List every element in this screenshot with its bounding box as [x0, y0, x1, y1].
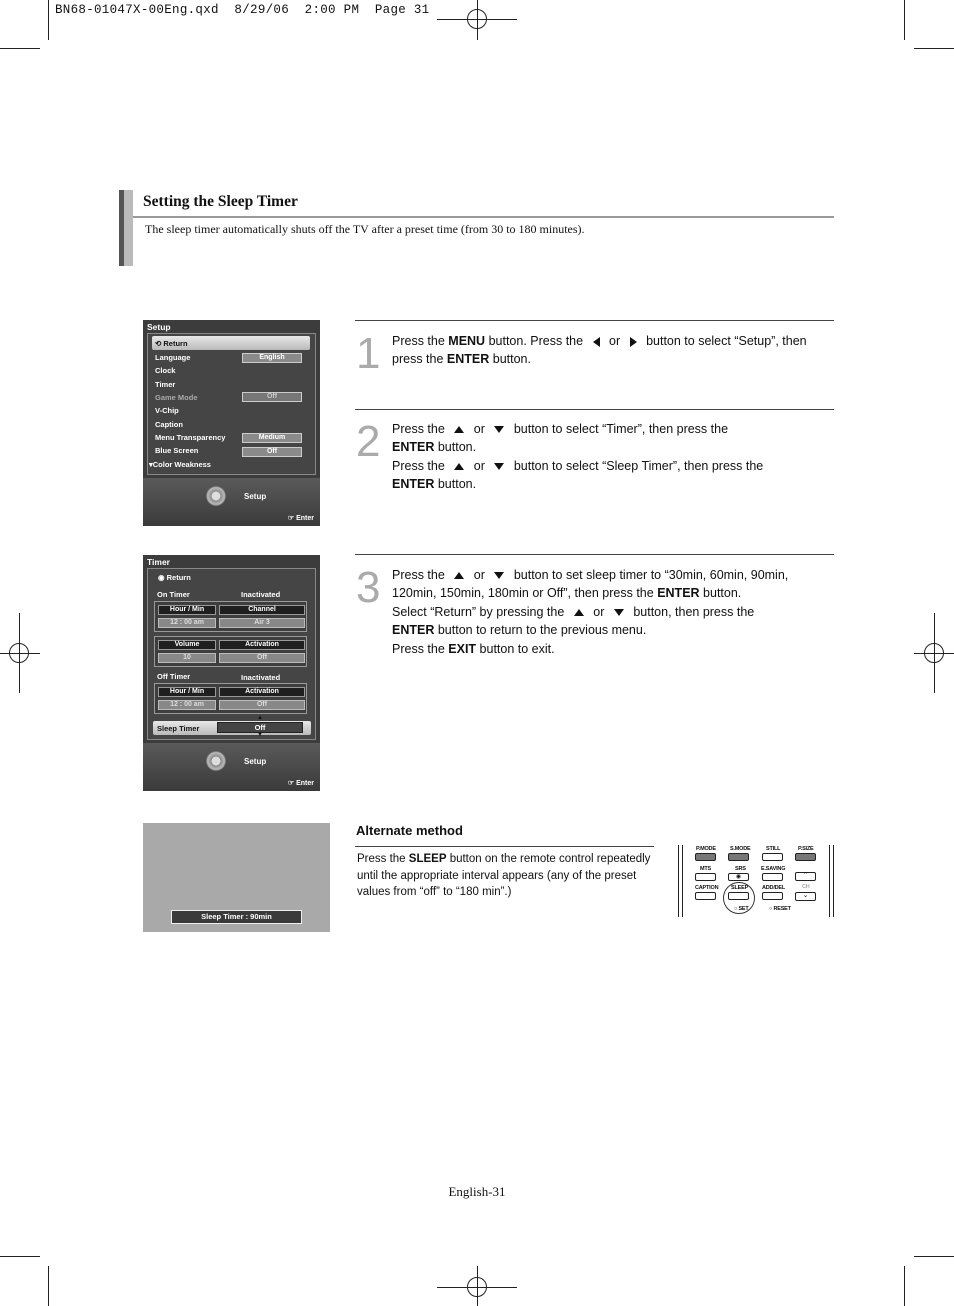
crop-mark: [0, 48, 40, 49]
menu-item-value: Off: [242, 447, 302, 457]
menu-item: Clock: [155, 366, 176, 375]
off-activation-value: Off: [219, 700, 305, 710]
menu-item: V-Chip: [155, 406, 179, 415]
setup-menu-title: Setup: [147, 322, 171, 332]
menu-item: Caption: [155, 420, 183, 429]
menu-item: Game Mode: [155, 393, 198, 402]
down-arrow-icon: [494, 463, 504, 470]
adddel-button[interactable]: [762, 892, 783, 900]
menu-item: Menu Transparency: [155, 433, 226, 442]
remote-control-illustration: [678, 845, 834, 917]
hour-min-header: Hour / Min: [158, 605, 216, 615]
ch-up-button[interactable]: ⌃: [795, 872, 816, 881]
volume-header: Volume: [158, 640, 216, 650]
step-number: 2: [356, 417, 381, 466]
alternate-method-text: Press the SLEEP button on the remote control repeatedly until the appropriate interval appears (any of the preset values from “off” to “180 min”.): [357, 853, 651, 899]
timer-return-item: ◉ Return: [158, 573, 191, 582]
channel-header: Channel: [219, 605, 305, 615]
pmode-label: P.MODE: [696, 846, 716, 852]
menu-item: Timer: [155, 380, 176, 389]
on-time-value: 12 : 00 am: [158, 618, 216, 628]
off-timer-label: Off Timer: [157, 672, 191, 681]
section-title: Setting the Sleep Timer: [143, 193, 298, 210]
adddel-label: ADD/DEL: [762, 885, 786, 891]
mts-label: MTS: [700, 866, 712, 872]
down-arrow-icon: ▼: [257, 732, 263, 738]
setup-return-item: ⟲ Return: [155, 339, 188, 348]
setup-menu-screen: [143, 320, 320, 526]
left-arrow-icon: [593, 337, 600, 347]
crop-mark: [904, 0, 905, 40]
esaving-button[interactable]: [762, 873, 783, 881]
psize-button[interactable]: [795, 853, 816, 861]
sleep-timer-osd: Sleep Timer : 90min: [171, 910, 302, 924]
up-arrow-icon: ▲: [257, 715, 263, 721]
pmode-button[interactable]: [695, 853, 716, 861]
up-arrow-icon: [454, 463, 464, 470]
menu-item: Language: [155, 353, 191, 362]
menu-item: Blue Screen: [155, 446, 199, 455]
timer-menu-footer: [143, 743, 320, 791]
crop-mark: [904, 1266, 905, 1306]
step-3-text: Press the or button to set sleep timer to “30min, 60min, 90min, 120min, 150min, 180min or Off”, then press the ENTER button. Select “Return” by pressing the or button, then press the ENTER button to return to the previous menu. Press the EXIT button to exit.: [392, 568, 789, 656]
off-timer-box: [154, 683, 307, 714]
volume-box: [154, 636, 307, 667]
up-arrow-icon: [574, 609, 584, 616]
section-title-bar: [119, 190, 133, 266]
caption-label: CAPTION: [695, 885, 719, 891]
timer-menu-title: Timer: [147, 557, 170, 567]
psize-label: P.SIZE: [798, 846, 814, 852]
gear-icon: [206, 486, 226, 506]
section-intro: The sleep timer automatically shuts off the TV after a preset time (from 30 to 180 minutes).: [145, 222, 585, 236]
footer-enter-label: ☞ Enter: [287, 515, 314, 522]
file-header: BN68-01047X-00Eng.qxd 8/29/06 2:00 PM Page 31: [55, 3, 430, 17]
smode-button[interactable]: [728, 853, 749, 861]
alternate-method-title: Alternate method: [356, 823, 463, 838]
crop-mark: [48, 0, 49, 40]
esaving-label: E.SAVING: [761, 866, 786, 872]
down-arrow-icon: [614, 609, 624, 616]
title-divider: [133, 216, 834, 218]
footer-setup-label: Setup: [244, 492, 267, 501]
up-arrow-icon: [454, 426, 464, 433]
reset-label: ○ RESET: [769, 906, 791, 912]
caption-button[interactable]: [695, 892, 716, 900]
still-button[interactable]: [762, 853, 783, 861]
on-timer-status: Inactivated: [241, 590, 281, 599]
menu-item: ▾Color Weakness: [149, 460, 211, 469]
sleep-timer-label: Sleep Timer: [157, 724, 200, 733]
on-timer-label: On Timer: [157, 590, 190, 599]
step-number: 3: [356, 563, 381, 612]
channel-value: Air 3: [219, 618, 305, 628]
crop-mark: [914, 1256, 954, 1257]
activation-value: Off: [219, 653, 305, 663]
menu-item-value: Medium: [242, 433, 302, 443]
step-divider: [355, 409, 834, 410]
right-arrow-icon: [630, 337, 637, 347]
sleep-label: SLEEP: [731, 885, 749, 891]
crop-mark: [914, 48, 954, 49]
set-label: ○ SET: [734, 906, 749, 912]
up-arrow-icon: [454, 572, 464, 579]
step-1-text: Press the MENU button. Press the or button to select “Setup”, then press the ENTER button.: [392, 334, 807, 367]
step-divider: [355, 320, 834, 321]
ch-label: CH: [802, 884, 810, 890]
step-divider: [355, 554, 834, 555]
activation-header: Activation: [219, 687, 305, 697]
timer-menu-screen: [143, 555, 320, 791]
down-arrow-icon: [494, 572, 504, 579]
gear-icon: [206, 751, 226, 771]
hour-min-header: Hour / Min: [158, 687, 216, 697]
activation-header: Activation: [219, 640, 305, 650]
volume-value: 10: [158, 653, 216, 663]
step-2-text: Press the or button to select “Timer”, then press the ENTER button. Press the or button to select “Sleep Timer”, then press the ENTER button.: [392, 422, 764, 492]
sleep-timer-value: Off: [217, 722, 303, 733]
srs-button[interactable]: ◉: [728, 873, 749, 881]
smode-label: S.MODE: [730, 846, 751, 852]
off-timer-status: Inactivated: [241, 673, 281, 682]
ch-down-button[interactable]: ⌄: [795, 892, 816, 901]
crop-mark: [0, 1256, 40, 1257]
sleep-timer-screen: [143, 823, 330, 932]
alternate-divider: [355, 846, 654, 847]
off-time-value: 12 : 00 am: [158, 700, 216, 710]
menu-item-value: English: [242, 353, 302, 363]
mts-button[interactable]: [695, 873, 716, 881]
on-timer-box: [154, 601, 307, 632]
page-number: English-31: [448, 1184, 506, 1199]
footer-enter-label: ☞ Enter: [287, 780, 314, 787]
down-arrow-icon: [494, 426, 504, 433]
srs-label: SRS: [735, 866, 746, 872]
footer-setup-label: Setup: [244, 757, 267, 766]
step-number: 1: [356, 329, 381, 378]
still-label: STILL: [766, 846, 781, 852]
crop-mark: [48, 1266, 49, 1306]
menu-item-value: Off: [242, 392, 302, 402]
setup-menu-footer: [143, 478, 320, 526]
